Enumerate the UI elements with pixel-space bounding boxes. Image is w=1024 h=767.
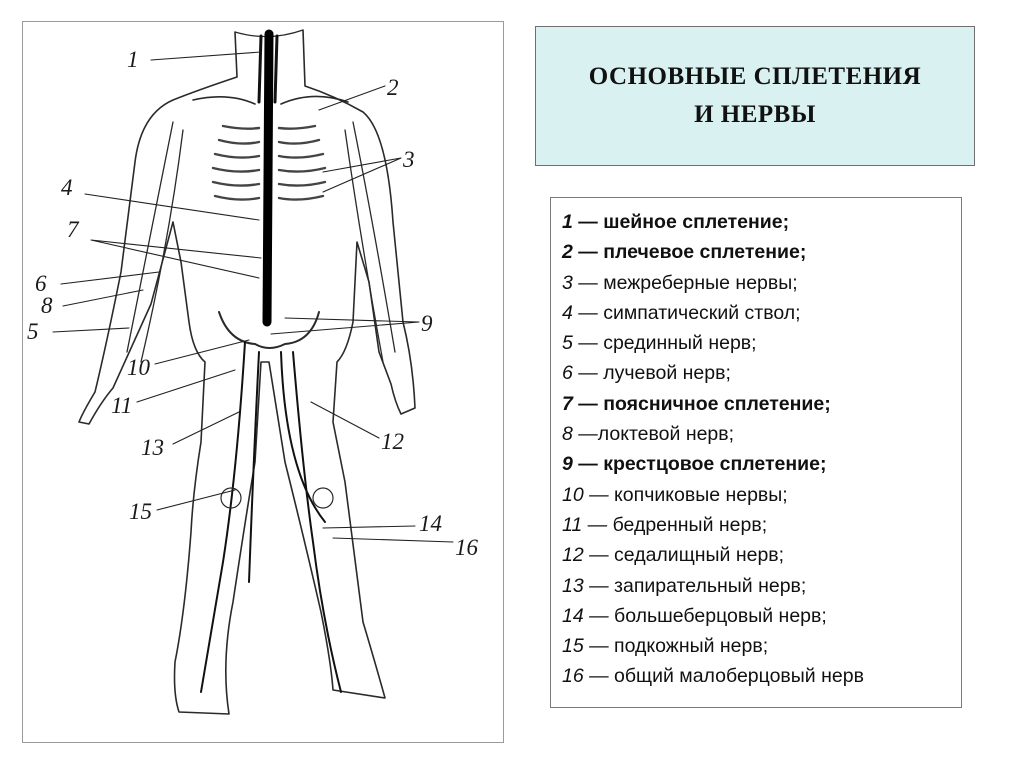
legend-item: 11 — бедренный нерв; xyxy=(562,513,768,536)
legend-list xyxy=(562,207,962,692)
callout-13: 13 xyxy=(141,435,164,460)
legend-item: 7 — поясничное сплетение; xyxy=(562,392,831,415)
callout-11: 11 xyxy=(111,393,133,418)
callout-3: 3 xyxy=(403,147,415,172)
legend-item: 5 — срединный нерв; xyxy=(562,332,757,355)
legend-item: 13 — запирательный нерв; xyxy=(562,574,807,597)
callout-14: 14 xyxy=(419,511,442,536)
callout-16: 16 xyxy=(455,535,478,560)
legend-item: 2 — плечевое сплетение; xyxy=(562,241,807,264)
callout-6: 6 xyxy=(35,271,47,296)
title-line-2: И НЕРВЫ xyxy=(694,101,816,128)
title-box xyxy=(535,26,975,166)
callout-5: 5 xyxy=(27,319,39,344)
nervous-system-figure xyxy=(22,21,504,743)
legend-item: 16 — общий малоберцовый нерв xyxy=(562,665,864,688)
spinal-cord xyxy=(267,34,269,322)
callout-1: 1 xyxy=(127,47,139,72)
callout-15: 15 xyxy=(129,499,152,524)
legend-item: 4 — симпатический ствол; xyxy=(562,301,801,324)
body-diagram xyxy=(23,22,505,744)
callout-7: 7 xyxy=(67,217,79,242)
legend-item: 1 — шейное сплетение; xyxy=(562,211,790,233)
legend-item: 10 — копчиковые нервы; xyxy=(562,483,788,506)
legend-item: 8 —локтевой нерв; xyxy=(562,423,735,446)
legend-item: 15 — подкожный нерв; xyxy=(562,635,769,658)
callout-10: 10 xyxy=(127,355,150,380)
callout-9: 9 xyxy=(421,311,433,336)
callout-2: 2 xyxy=(387,75,399,100)
title-line-1: ОСНОВНЫЕ СПЛЕТЕНИЯ xyxy=(588,63,922,90)
legend-item: 9 — крестцовое сплетение; xyxy=(562,453,827,476)
legend-item: 3 — межреберные нервы; xyxy=(562,271,798,294)
legend-item: 6 — лучевой нерв; xyxy=(562,362,731,385)
callout-8: 8 xyxy=(41,293,53,318)
callout-12: 12 xyxy=(381,429,404,454)
callout-4: 4 xyxy=(61,175,73,200)
legend-item: 12 — седалищный нерв; xyxy=(562,544,785,567)
legend-item: 14 — большеберцовый нерв; xyxy=(562,604,827,627)
